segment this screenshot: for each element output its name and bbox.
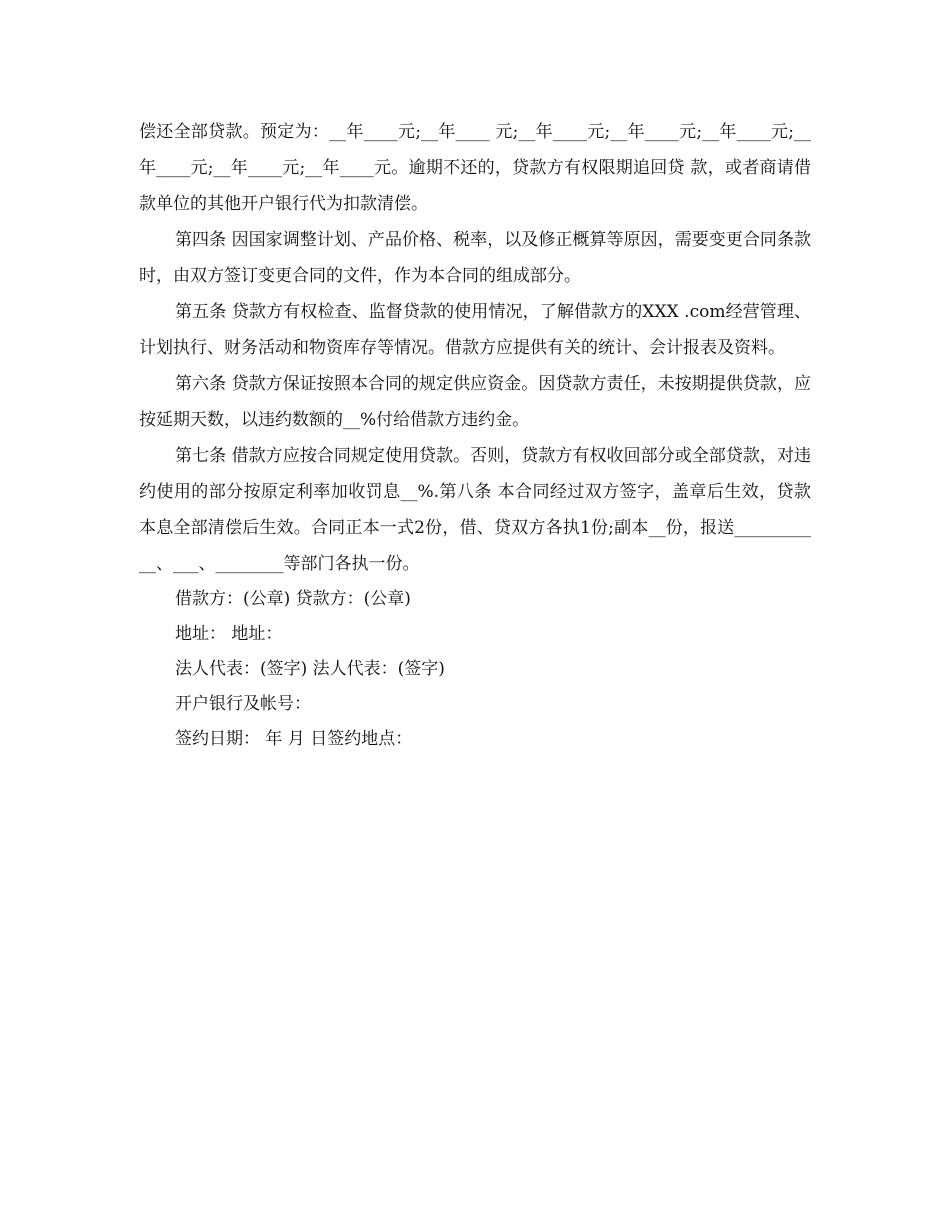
- paragraph-repayment-schedule: 偿还全部贷款。预定为：__年____元;__年____ 元;__年____元;__年____元;__年____元;__年____元;__年____元;__年____元。逾期不还的，贷款方有权限期追回贷 款，或者商请借款单位的其他开户银行代为扣款清偿。: [139, 122, 811, 214]
- document-page: [139, 114, 811, 757]
- paragraph-article-6: 第六条 贷款方保证按照本合同的规定供应资金。因贷款方责任，未按期提供贷款，应按延期天数，以违约数额的__%付给借款方违约金。: [139, 374, 811, 430]
- signature-line-legal-rep: 法人代表：(签字) 法人代表：(签字): [175, 659, 445, 679]
- paragraph-article-4: 第四条 因国家调整计划、产品价格、税率，以及修正概算等原因，需要变更合同条款时，由双方签订变更合同的文件，作为本合同的组成部分。: [139, 230, 811, 286]
- paragraph-article-7-8: 第七条 借款方应按合同规定使用贷款。否则，贷款方有权收回部分或全部贷款，对违约使用的部分按原定利率加收罚息__%.第八条 本合同经过双方签字，盖章后生效，贷款本息全部清偿后生效。合同正本一式2份，借、贷双方各执1份;副本__份，报送___________、___、________等部门各执一份。: [139, 446, 811, 574]
- paragraph-article-5: 第五条 贷款方有权检查、监督贷款的使用情况，了解借款方的XXX .com经营管理、计划执行、财务活动和物资库存等情况。借款方应提供有关的统计、会计报表及资料。: [139, 302, 811, 358]
- signature-line-bank-account: 开户银行及帐号：: [175, 694, 311, 714]
- signature-block: [139, 582, 811, 757]
- signature-line-parties: 借款方：(公章) 贷款方：(公章): [175, 589, 411, 609]
- signature-line-date-place: 签约日期： 年 月 日签约地点：: [175, 729, 413, 749]
- signature-line-address: 地址： 地址：: [175, 624, 283, 644]
